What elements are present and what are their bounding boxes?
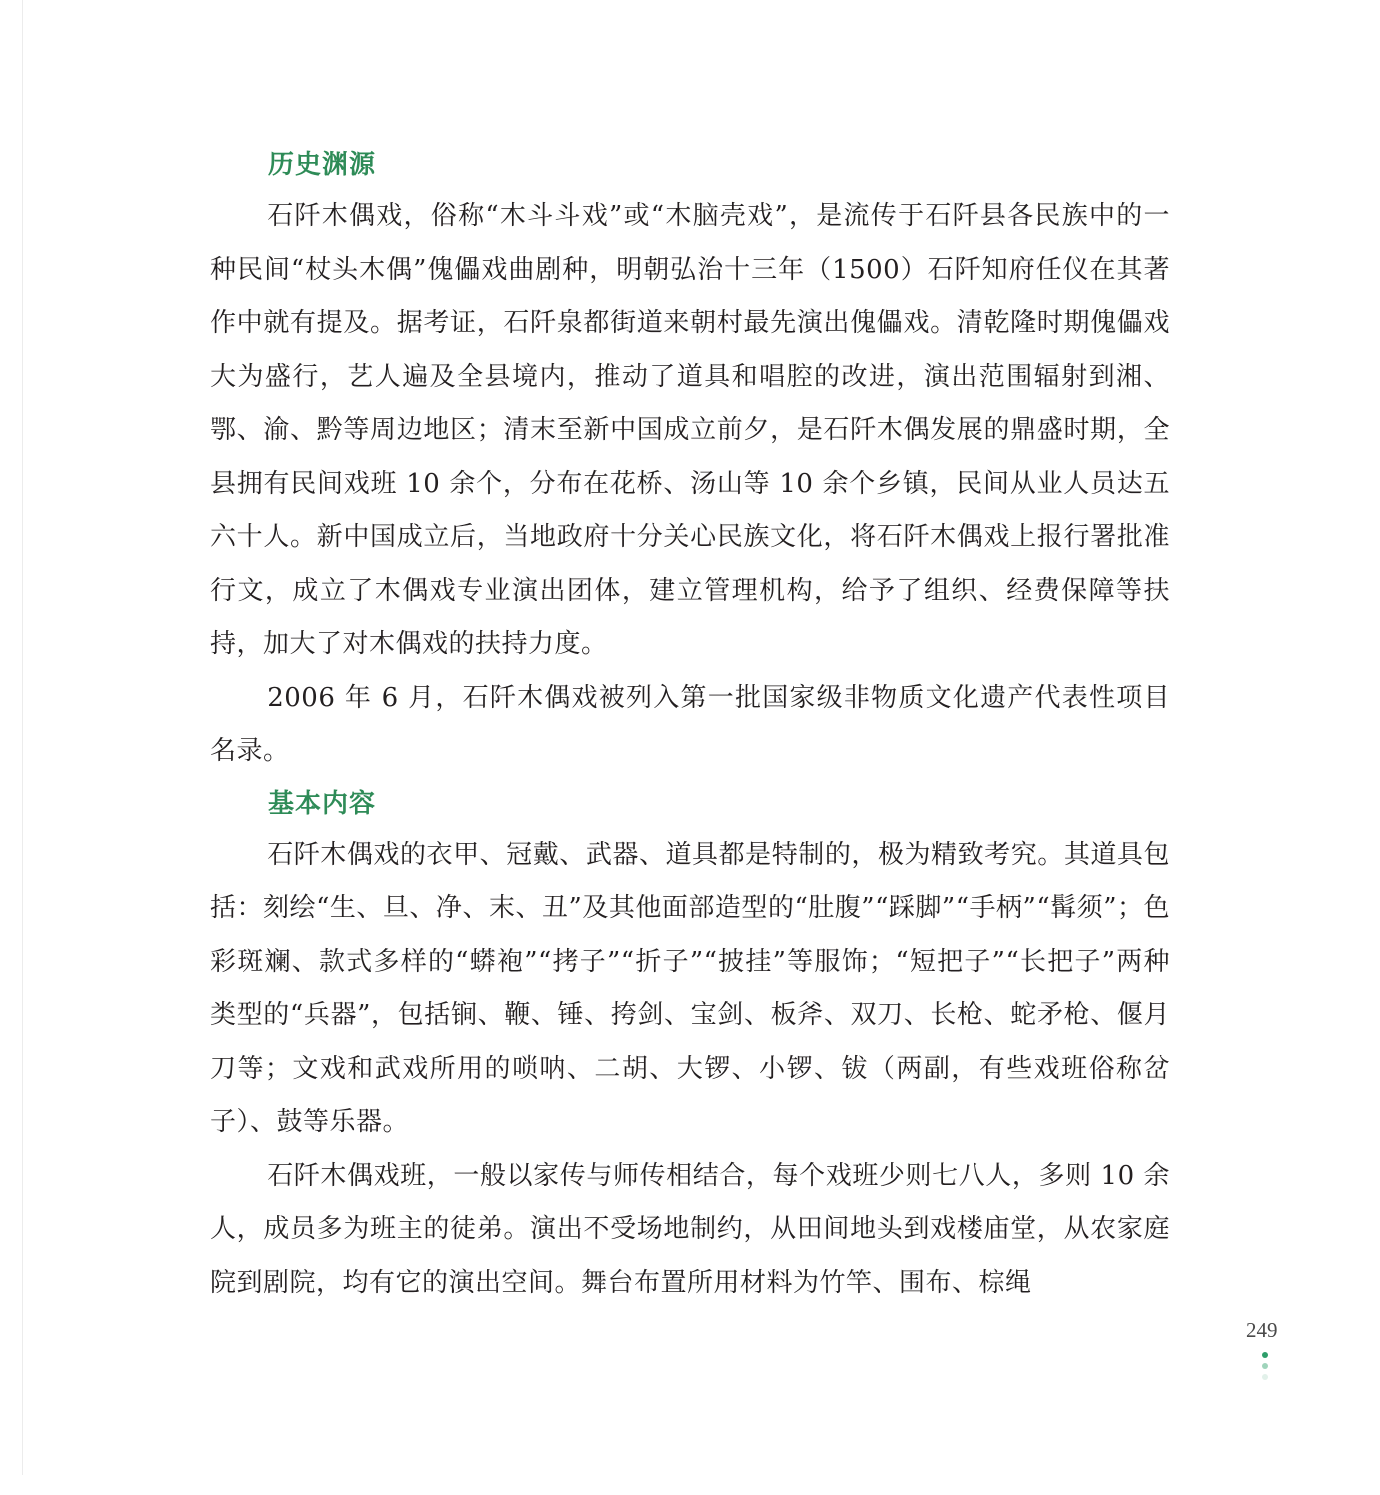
page-decoration-dots — [1261, 1352, 1269, 1385]
section-heading-content: 基本内容 — [268, 788, 377, 819]
decoration-dot-icon — [1262, 1363, 1268, 1369]
decoration-dot-icon — [1262, 1352, 1268, 1358]
page-edge-line — [22, 0, 23, 1475]
paragraph-history-2: 2006 年 6 月，石阡木偶戏被列入第一批国家级非物质文化遗产代表性项目名录。 — [210, 682, 1170, 766]
paragraph-history-1: 石阡木偶戏，俗称“木斗斗戏”或“木脑壳戏”，是流传于石阡县各民族中的一种民间“杖头木偶”傀儡戏曲剧种，明朝弘治十三年（1500）石阡知府任仪在其著作中就有提及。据考证，石阡泉都街道来朝村最先演出傀儡戏。清乾隆时期傀儡戏大为盛行，艺人遍及全县境内，推动了道具和唱腔的改进，演出范围辐射到湘、鄂、渝、黔等周边地区；清末至新中国成立前夕，是石阡木偶发展的鼎盛时期，全县拥有民间戏班 10 余个，分布在花桥、汤山等 10 余个乡镇，民间从业人员达五六十人。新中国成立后，当地政府十分关心民族文化，将石阡木偶戏上报行署批准行文，成立了木偶戏专业演出团体，建立管理机构，给予了组织、经费保障等扶持，加大了对木偶戏的扶持力度。 — [210, 201, 1170, 659]
page-content — [210, 140, 1170, 1310]
page-number: 249 — [1246, 1318, 1278, 1342]
decoration-dot-icon — [1262, 1374, 1268, 1380]
paragraph-content-1: 石阡木偶戏的衣甲、冠戴、武器、道具都是特制的，极为精致考究。其道具包括：刻绘“生、旦、净、末、丑”及其他面部造型的“肚腹”“踩脚”“手柄”“髯须”；色彩斑斓、款式多样的“蟒袍”“拷子”“折子”“披挂”等服饰；“短把子”“长把子”两种类型的“兵器”，包括锏、鞭、锤、挎剑、宝剑、板斧、双刀、长枪、蛇矛枪、偃月刀等；文戏和武戏所用的唢呐、二胡、大锣、小锣、钹（两副，有些戏班俗称岔子）、鼓等乐器。 — [210, 839, 1170, 1137]
section-heading-history: 历史渊源 — [268, 150, 377, 180]
paragraph-content-2: 石阡木偶戏班，一般以家传与师传相结合，每个戏班少则七八人，多则 10 余人，成员多为班主的徒弟。演出不受场地制约，从田间地头到戏楼庙堂，从农家庭院到剧院，均有它的演出空间。舞台布置所用材料为竹竿、围布、棕绳 — [210, 1160, 1170, 1298]
